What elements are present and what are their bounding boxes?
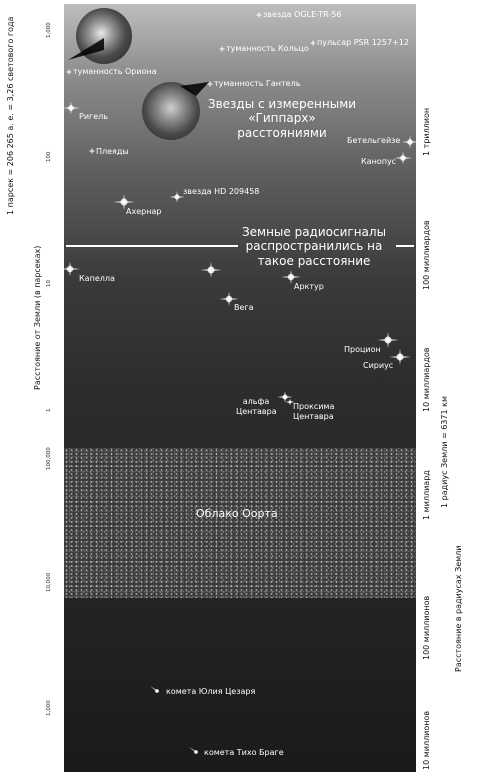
left-tick-1: 1,000 xyxy=(46,22,52,38)
star-unnamed-icon xyxy=(200,262,222,278)
pleiades-icon xyxy=(90,149,95,154)
label-canopus: Канопус xyxy=(361,157,397,166)
ogle-icon xyxy=(257,13,262,18)
rigel-star-icon xyxy=(62,102,80,115)
right-tick-1: 1 триллион xyxy=(422,107,431,156)
label-ogle: звезда OGLE-TR-56 xyxy=(263,10,342,19)
right-tick-3: 10 миллиардов xyxy=(422,347,431,412)
left-tick-7: 1,000 xyxy=(46,700,52,716)
caesar-comet-icon xyxy=(150,686,159,693)
capella-star-icon xyxy=(60,262,80,276)
label-betelgeuse: Бетельгейзе xyxy=(347,136,401,145)
left-axis-note: 1 парсек = 206 265 а. е. = 3,26 светового года xyxy=(6,16,15,215)
label-ring: туманность Кольцо xyxy=(226,44,309,53)
label-arcturus: Арктур xyxy=(294,282,324,291)
label-sirius: Сириус xyxy=(363,361,394,370)
left-tick-6: 10,000 xyxy=(46,572,52,592)
label-pulsar: пульсар PSR 1257+12 xyxy=(317,38,409,47)
left-tick-2: 100 xyxy=(46,151,52,162)
label-hd: звезда HD 209458 xyxy=(183,187,260,196)
right-tick-5: 100 миллионов xyxy=(422,595,431,660)
label-pleiades: Плеяды xyxy=(96,147,129,156)
orion-pointer xyxy=(68,38,104,60)
canopus-star-icon xyxy=(394,152,412,165)
right-tick-6: 10 миллионов xyxy=(422,710,431,770)
label-vega: Вега xyxy=(234,303,254,312)
right-tick-2: 100 миллиардов xyxy=(422,220,431,290)
label-proxima: Проксима Центавра xyxy=(293,402,335,421)
label-orion: туманность Ориона xyxy=(73,67,157,76)
right-axis-note: 1 радиус Земли = 6371 км xyxy=(440,396,449,508)
label-caesar: комета Юлия Цезаря xyxy=(166,687,256,696)
label-oort: Облако Оорта xyxy=(196,507,278,520)
label-alpha-cen: альфа Центавра xyxy=(236,397,277,416)
label-procyon: Процион xyxy=(344,345,381,354)
left-tick-5: 100,000 xyxy=(46,447,52,470)
label-dumbbell: туманность Гантель xyxy=(214,79,301,88)
label-radio: Земные радиосигналы распространились на такое расстояние xyxy=(241,225,387,268)
label-tycho: комета Тихо Браге xyxy=(204,748,284,757)
label-achernar: Ахернар xyxy=(126,207,162,216)
pulsar-icon xyxy=(311,41,316,46)
ring-nebula-icon xyxy=(220,47,225,52)
right-tick-4: 1 миллиард xyxy=(422,470,431,520)
left-tick-3: 10 xyxy=(46,280,52,287)
tycho-comet-icon xyxy=(189,747,198,754)
orion-nebula-icon xyxy=(67,70,72,75)
betelgeuse-star-icon xyxy=(401,136,419,149)
label-capella: Капелла xyxy=(79,274,115,283)
label-hipparcos: Звезды с измеренными «Гиппарх» расстояниями xyxy=(207,97,357,140)
right-axis-title: Расстояние в радиусах Земли xyxy=(454,545,463,672)
dumbbell-pointer xyxy=(180,82,209,96)
left-axis-title: Расстояние от Земли (в парсеках) xyxy=(33,245,42,390)
label-rigel: Ригель xyxy=(79,112,108,121)
left-tick-4: 1 xyxy=(46,408,52,412)
